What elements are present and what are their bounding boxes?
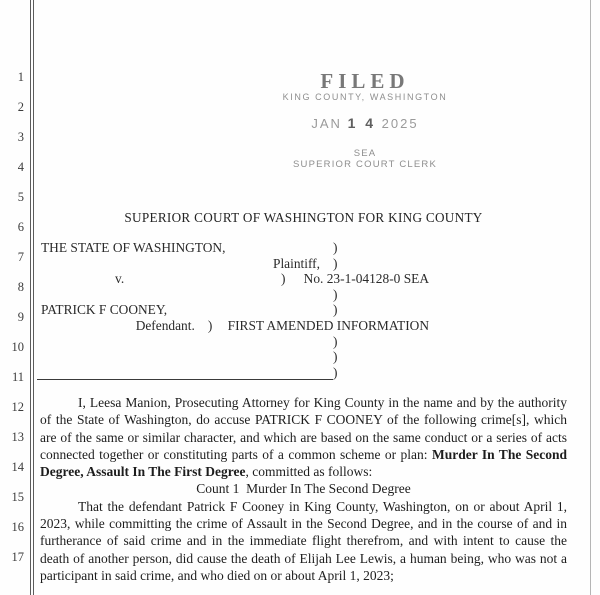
defendant-name: PATRICK F COONEY, <box>41 302 168 318</box>
line-number: 7 <box>17 250 24 264</box>
right-margin-rule <box>590 0 591 595</box>
line-number: 8 <box>17 280 24 294</box>
plaintiff-name: THE STATE OF WASHINGTON, <box>41 240 226 255</box>
line-number: 1 <box>17 70 24 84</box>
caption-closing-line <box>37 365 333 381</box>
charging-paragraph-pre: I, Leesa Manion, Prosecuting Attorney for King County in the name and by the authority of the State of Washington, do accuse PATRICK F COONEY of the following crime[s], which are of the same or similar character, and which are based on the same conduct or a series of acts connected together or constituting parts of a common scheme or plan: <box>40 395 567 462</box>
caption-paren: ) <box>281 271 286 287</box>
line-number: 14 <box>11 460 24 474</box>
filed-stamp-year: 2025 <box>381 116 419 131</box>
caption-row-spacer <box>37 287 429 303</box>
plaintiff-label: Plaintiff, <box>273 255 320 271</box>
line-number: 4 <box>17 160 24 174</box>
case-number: No. 23-1-04128-0 SEA <box>303 271 429 287</box>
caption-paren: ) <box>333 286 338 302</box>
left-margin-rule-inner <box>33 0 34 595</box>
line-number: 13 <box>11 430 24 444</box>
caption-paren: ) <box>333 302 338 318</box>
line-number: 12 <box>11 400 24 414</box>
line-number: 5 <box>17 190 24 204</box>
count1-heading: Count 1 Murder In The Second Degree <box>196 481 411 497</box>
left-margin-rule-outer <box>30 0 31 595</box>
document-title: FIRST AMENDED INFORMATION <box>227 317 429 333</box>
caption-paren: ) <box>333 349 338 365</box>
versus: v. <box>115 271 125 287</box>
count1-paragraph: That the defendant Patrick F Cooney in King County, Washington, on or about April 1, 2023, while committing the crime of Assault in the Second Degree, and in the course of and in furtherance of said crime and in the immediate flight therefrom, and with intent to cause the death of another person, did cause the death of Elijah Lee Lewis, a human being, who was not a participant in said crime, and who died on or about April 1, 2023; <box>40 498 567 583</box>
charging-paragraph <box>40 394 567 480</box>
filed-stamp-clerk: SUPERIOR COURT CLERK <box>292 159 437 170</box>
caption-paren: ) <box>333 240 338 255</box>
line-number: 6 <box>17 220 24 234</box>
caption-paren: ) <box>333 333 338 349</box>
filed-stamp-county: KING COUNTY, WASHINGTON <box>282 92 448 102</box>
caption-paren: ) <box>333 364 338 380</box>
line-number: 10 <box>11 340 24 354</box>
filed-stamp-date <box>222 116 508 131</box>
filed-stamp-sea: SEA <box>353 148 377 159</box>
filed-stamp-day: 1 4 <box>347 115 377 131</box>
caption-row-defendant-name <box>37 302 429 318</box>
line-number: 9 <box>17 310 24 324</box>
filed-stamp <box>222 70 508 171</box>
caption-row-spacer <box>37 334 429 350</box>
line-number: 11 <box>11 370 24 384</box>
line-number: 2 <box>17 100 24 114</box>
caption-paren: ) <box>333 255 338 271</box>
court-title: SUPERIOR COURT OF WASHINGTON FOR KING COUNTY <box>124 210 483 225</box>
caption-row-closing-line <box>37 365 429 381</box>
line-number: 16 <box>11 520 24 534</box>
filed-stamp-month: JAN <box>311 116 342 131</box>
caption-row-versus <box>37 271 429 287</box>
filed-stamp-title: FILED <box>320 69 410 93</box>
charging-paragraph-post: , committed as follows: <box>245 464 373 480</box>
caption-paren: ) <box>207 317 213 333</box>
caption-row-defendant-label <box>37 318 429 334</box>
case-caption <box>37 240 429 380</box>
caption-row-plaintiff-label <box>37 256 429 272</box>
document-body <box>40 394 567 584</box>
charged-crimes: Murder In The Second Degree, Assault In The First Degree <box>40 446 567 480</box>
line-number: 15 <box>11 490 24 504</box>
line-number: 3 <box>17 130 24 144</box>
caption-row-plaintiff-name <box>37 240 429 256</box>
defendant-label: Defendant. <box>135 317 195 333</box>
caption-row-spacer <box>37 349 429 365</box>
line-number: 17 <box>11 550 24 564</box>
